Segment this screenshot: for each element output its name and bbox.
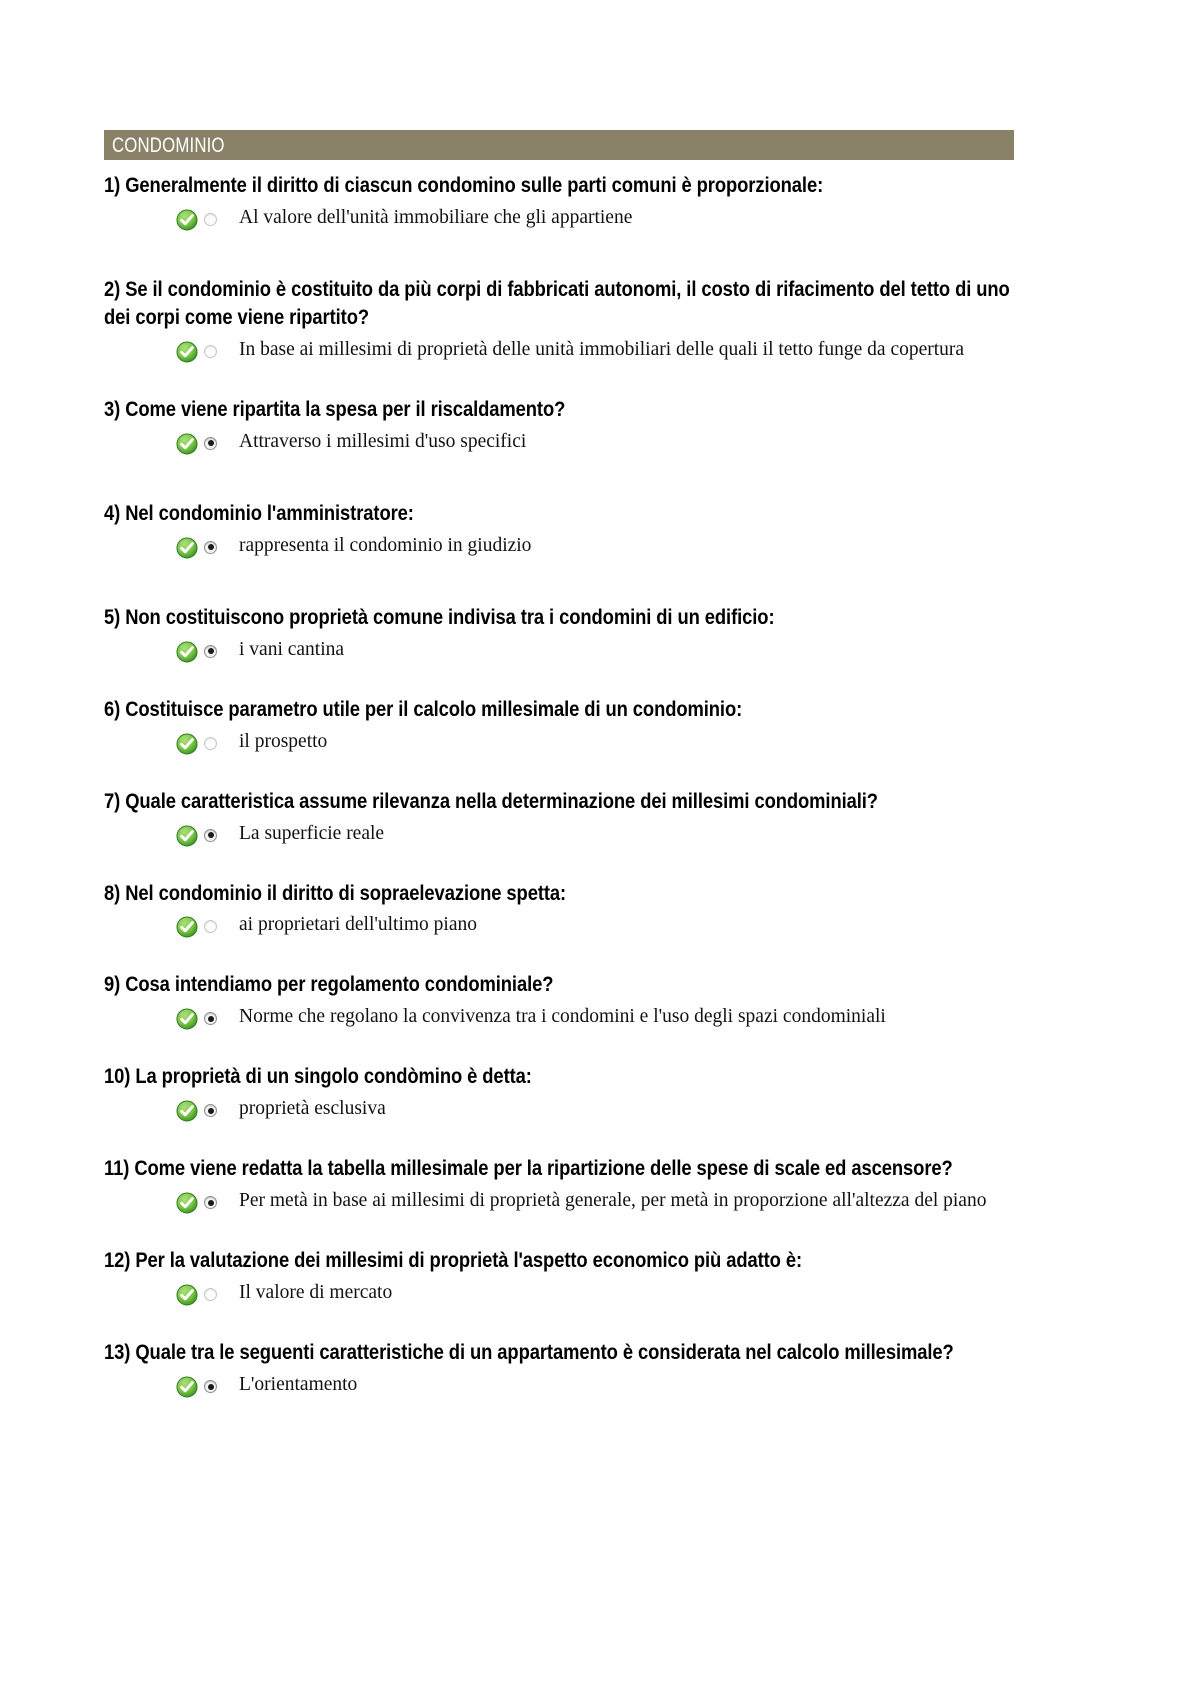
radio-selected-icon[interactable] — [204, 541, 217, 554]
radio-unselected-icon[interactable] — [204, 920, 217, 933]
green-check-circle-icon — [176, 1284, 198, 1306]
question-text: 7) Quale caratteristica assume rilevanza nella determinazione dei millesimi condominiali? — [104, 788, 878, 813]
radio-unselected-icon[interactable] — [204, 737, 217, 750]
radio-unselected-icon[interactable] — [204, 1288, 217, 1301]
answer-row[interactable] — [104, 1189, 1025, 1219]
question-block — [104, 396, 1025, 486]
radio-selected-icon[interactable] — [204, 437, 217, 450]
answer-text: Il valore di mercato — [239, 1282, 393, 1304]
green-check-circle-icon — [176, 733, 198, 755]
question-block — [104, 696, 1025, 774]
answer-row[interactable] — [104, 534, 1025, 564]
radio-selected-icon[interactable] — [204, 829, 217, 842]
radio-selected-icon[interactable] — [204, 1196, 217, 1209]
question-text: 4) Nel condominio l'amministratore: — [104, 500, 414, 525]
block-spacer — [104, 943, 1025, 957]
question-block — [104, 604, 1025, 682]
radio-unselected-icon[interactable] — [204, 345, 217, 358]
radio-selected-icon[interactable] — [204, 1380, 217, 1393]
radio-selected-icon[interactable] — [204, 1012, 217, 1025]
green-check-circle-icon — [176, 1376, 198, 1398]
answer-row[interactable] — [104, 913, 1025, 943]
answer-text: In base ai millesimi di proprietà delle unità immobiliari delle quali il tetto funge da copertura — [239, 338, 965, 360]
green-check-circle-icon — [176, 341, 198, 363]
question-text: 13) Quale tra le seguenti caratteristiche di un appartamento è considerata nel calcolo millesimale? — [104, 1340, 954, 1365]
radio-selected-icon[interactable] — [204, 1104, 217, 1117]
question-text: 5) Non costituiscono proprietà comune indivisa tra i condomini di un edificio: — [104, 604, 775, 629]
question-list — [104, 172, 1025, 1417]
block-spacer — [104, 1311, 1025, 1325]
answer-row[interactable] — [104, 1281, 1025, 1311]
block-spacer — [104, 1403, 1025, 1417]
question-block — [104, 1339, 1025, 1417]
answer-text: Norme che regolano la convivenza tra i condomini e l'uso degli spazi condominiali — [239, 1006, 886, 1028]
question-block — [104, 788, 1025, 866]
question-block — [104, 880, 1025, 958]
question-text: 11) Come viene redatta la tabella millesimale per la ripartizione delle spese di scale ed ascensore? — [104, 1156, 953, 1181]
answer-row[interactable] — [104, 338, 1025, 368]
block-spacer — [104, 460, 1025, 486]
answer-text: Al valore dell'unità immobiliare che gli appartiene — [239, 206, 633, 228]
section-title: CONDOMINIO — [112, 133, 225, 157]
answer-text: proprietà esclusiva — [239, 1098, 386, 1120]
question-block — [104, 276, 1025, 382]
answer-text: La superficie reale — [239, 822, 385, 844]
green-check-circle-icon — [176, 433, 198, 455]
block-spacer — [104, 760, 1025, 774]
question-text: 8) Nel condominio il diritto di sopraelevazione spetta: — [104, 880, 567, 905]
answer-text: rappresenta il condominio in giudizio — [239, 534, 532, 556]
answer-text: il prospetto — [239, 730, 328, 752]
question-block — [104, 500, 1025, 590]
green-check-circle-icon — [176, 1008, 198, 1030]
block-spacer — [104, 1219, 1025, 1233]
section-header-bar — [104, 130, 1014, 160]
answer-text: ai proprietari dell'ultimo piano — [239, 914, 477, 936]
answer-row[interactable] — [104, 822, 1025, 852]
question-text: 1) Generalmente il diritto di ciascun condomino sulle parti comuni è proporzionale: — [104, 173, 824, 197]
block-spacer — [104, 668, 1025, 682]
question-text: 6) Costituisce parametro utile per il calcolo millesimale di un condominio: — [104, 696, 743, 721]
answer-row[interactable] — [104, 430, 1025, 460]
green-check-circle-icon — [176, 209, 198, 231]
block-spacer — [104, 236, 1025, 262]
question-text: 2) Se il condominio è costituito da più corpi di fabbricati autonomi, il costo di rifacimento del tetto di uno dei corpi come viene ripartito? — [104, 276, 1015, 329]
answer-text: Per metà in base ai millesimi di proprietà generale, per metà in proporzione all'altezza del piano — [239, 1190, 987, 1212]
green-check-circle-icon — [176, 537, 198, 559]
question-block — [104, 172, 1025, 262]
question-block — [104, 1247, 1025, 1325]
answer-text: L'orientamento — [239, 1374, 358, 1396]
answer-text: i vani cantina — [239, 638, 345, 660]
question-text: 9) Cosa intendiamo per regolamento condominiale? — [104, 972, 554, 997]
green-check-circle-icon — [176, 916, 198, 938]
answer-row[interactable] — [104, 1373, 1025, 1403]
answer-text: Attraverso i millesimi d'uso specifici — [239, 430, 527, 452]
answer-row[interactable] — [104, 1097, 1025, 1127]
question-block — [104, 1155, 1025, 1233]
question-text: 10) La proprietà di un singolo condòmino è detta: — [104, 1064, 532, 1089]
radio-selected-icon[interactable] — [204, 645, 217, 658]
answer-row[interactable] — [104, 730, 1025, 760]
green-check-circle-icon — [176, 1192, 198, 1214]
answer-row[interactable] — [104, 638, 1025, 668]
question-block — [104, 1063, 1025, 1141]
green-check-circle-icon — [176, 1100, 198, 1122]
question-text: 12) Per la valutazione dei millesimi di proprietà l'aspetto economico più adatto è: — [104, 1248, 803, 1273]
block-spacer — [104, 564, 1025, 590]
answer-row[interactable] — [104, 1005, 1025, 1035]
green-check-circle-icon — [176, 641, 198, 663]
block-spacer — [104, 852, 1025, 866]
block-spacer — [104, 1035, 1025, 1049]
question-block — [104, 971, 1025, 1049]
block-spacer — [104, 368, 1025, 382]
answer-row[interactable] — [104, 206, 1025, 236]
block-spacer — [104, 1127, 1025, 1141]
radio-unselected-icon[interactable] — [204, 213, 217, 226]
question-text: 3) Come viene ripartita la spesa per il riscaldamento? — [104, 396, 566, 421]
green-check-circle-icon — [176, 825, 198, 847]
